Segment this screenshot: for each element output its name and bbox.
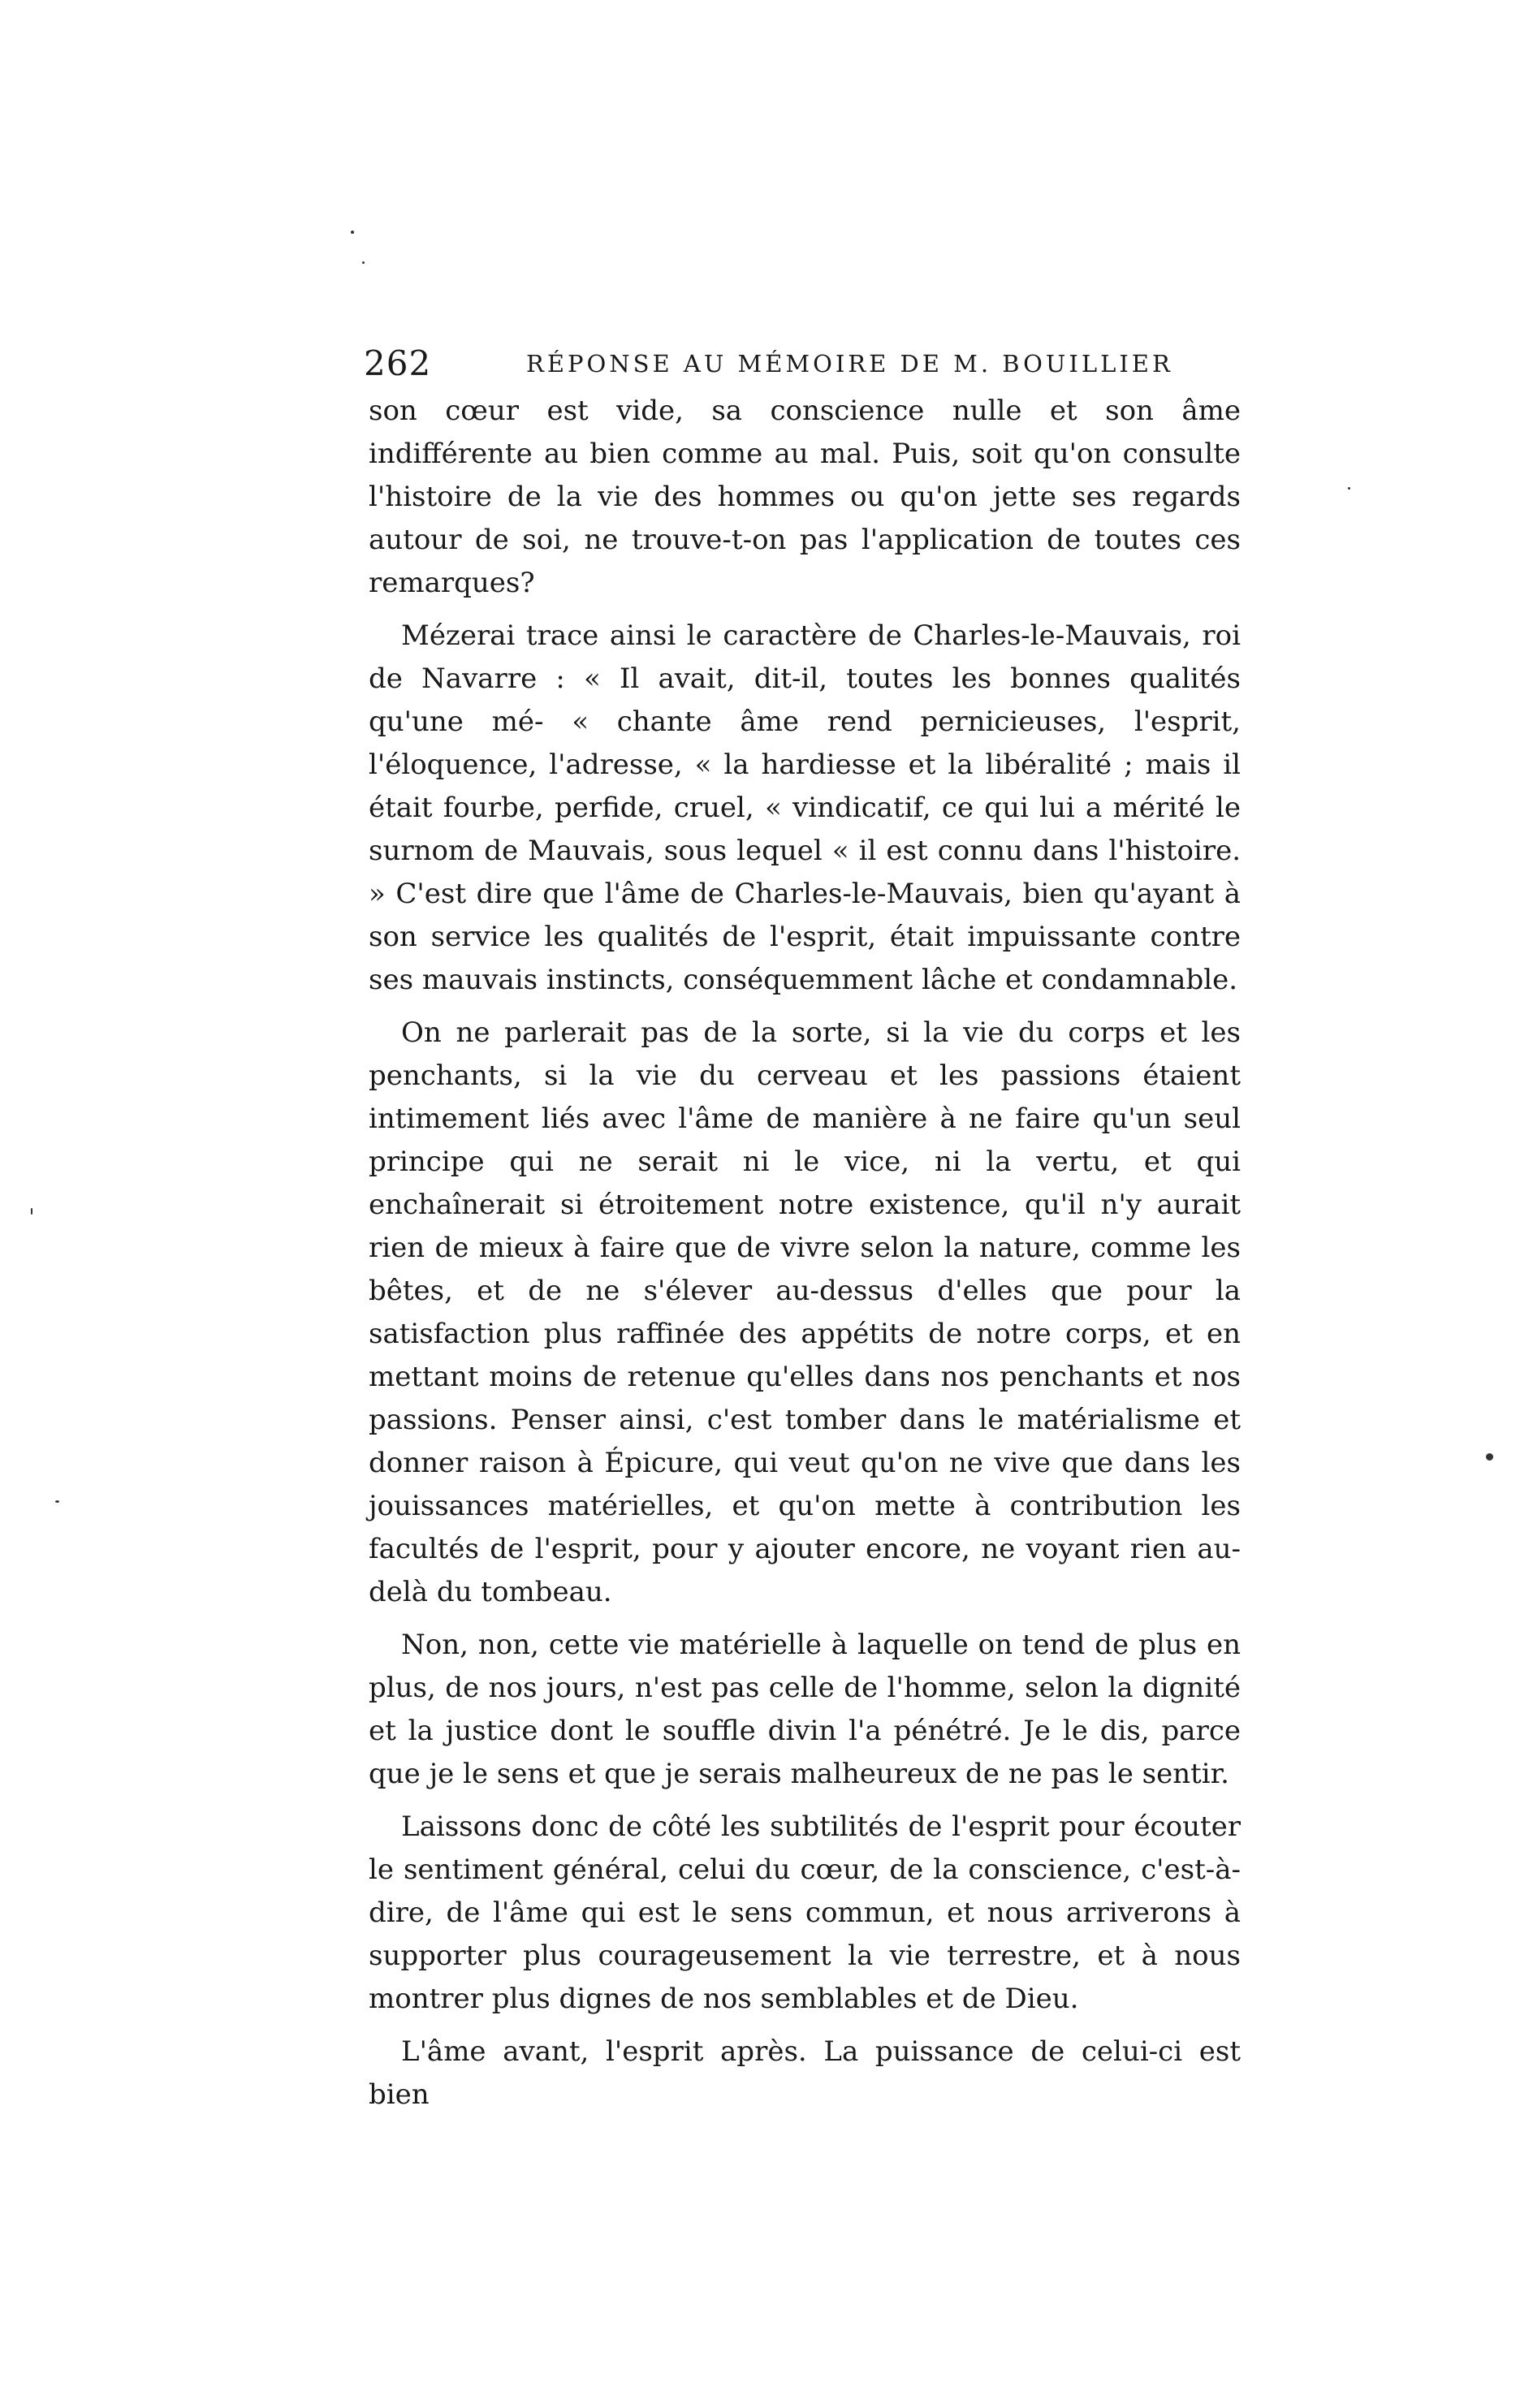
page-header: [364, 339, 1244, 388]
scan-speck: [1486, 1453, 1493, 1461]
paragraph-2: Mézerai trace ainsi le caractère de Charles-le-Mauvais, roi de Navarre : « Il avait, dit-il, toutes les bonnes qualités qu'une mé- « chante âme rend pernicieuses, l'esprit, l'éloquence, l'adresse, « la hardiesse et la libéralité ; mais il était fourbe, perfide, cruel, « vindicatif, ce qui lui a mérité le surnom de Mauvais, sous lequel « il est connu dans l'histoire. » C'est dire que l'âme de Charles-le-Mauvais, bien qu'ayant à son service les qualités de l'esprit, était impuissante contre ses mauvais instincts, conséquemment lâche et condamnable.: [369, 619, 1241, 996]
scan-speck: [31, 1208, 32, 1215]
paragraph-6: L'âme avant, l'esprit après. La puissance de celui-ci est bien: [369, 2035, 1241, 2111]
paragraph-5: Laissons donc de côté les subtilités de l'esprit pour écouter le sentiment général, celui du cœur, de la conscience, c'est-à-dire, de l'âme qui est le sens commun, et nous arriverons à supporter plus courageusement la vie terrestre, et à nous montrer plus dignes de nos semblables et de Dieu.: [369, 1810, 1241, 2015]
body-text: [369, 390, 1241, 2117]
page-number: 262: [364, 343, 432, 383]
scan-speck: [362, 261, 365, 264]
scan-speck: [1348, 487, 1350, 490]
running-title: RÉPONSE AU MÉMOIRE DE M. BOUILLIER: [526, 350, 1173, 378]
paragraph-3: On ne parlerait pas de la sorte, si la vie du corps et les penchants, si la vie du cerveau et les passions étaient intimement liés avec l'âme de manière à ne faire qu'un seul principe qui ne serait ni le vice, ni la vertu, et qui enchaînerait si étroitement notre existence, qu'il n'y aurait rien de mieux à faire que de vivre selon la nature, comme les bêtes, et de ne s'élever au-dessus d'elles que pour la satisfaction plus raffinée des appétits de notre corps, et en mettant moins de retenue qu'elles dans nos penchants et nos passions. Penser ainsi, c'est tomber dans le matérialisme et donner raison à Épicure, qui veut qu'on ne vive que dans les jouissances matérielles, et qu'on mette à contribution les facultés de l'esprit, pour y ajouter encore, ne voyant rien au-delà du tombeau.: [369, 1016, 1241, 1608]
paragraph-1: son cœur est vide, sa conscience nulle et son âme indifférente au bien comme au mal. Puis, soit qu'on consulte l'histoire de la vie des hommes ou qu'on jette ses regards autour de soi, ne trouve-t-on pas l'application de toutes ces remarques?: [369, 395, 1241, 599]
paragraph-4: Non, non, cette vie matérielle à laquelle on tend de plus en plus, de nos jours, n'est pas celle de l'homme, selon la dignité et la justice dont le souffle divin l'a pénétré. Je le dis, parce que je le sens et que je serais malheureux de ne pas le sentir.: [369, 1629, 1241, 1790]
scan-speck: [351, 231, 354, 234]
scan-speck: [55, 1500, 59, 1503]
